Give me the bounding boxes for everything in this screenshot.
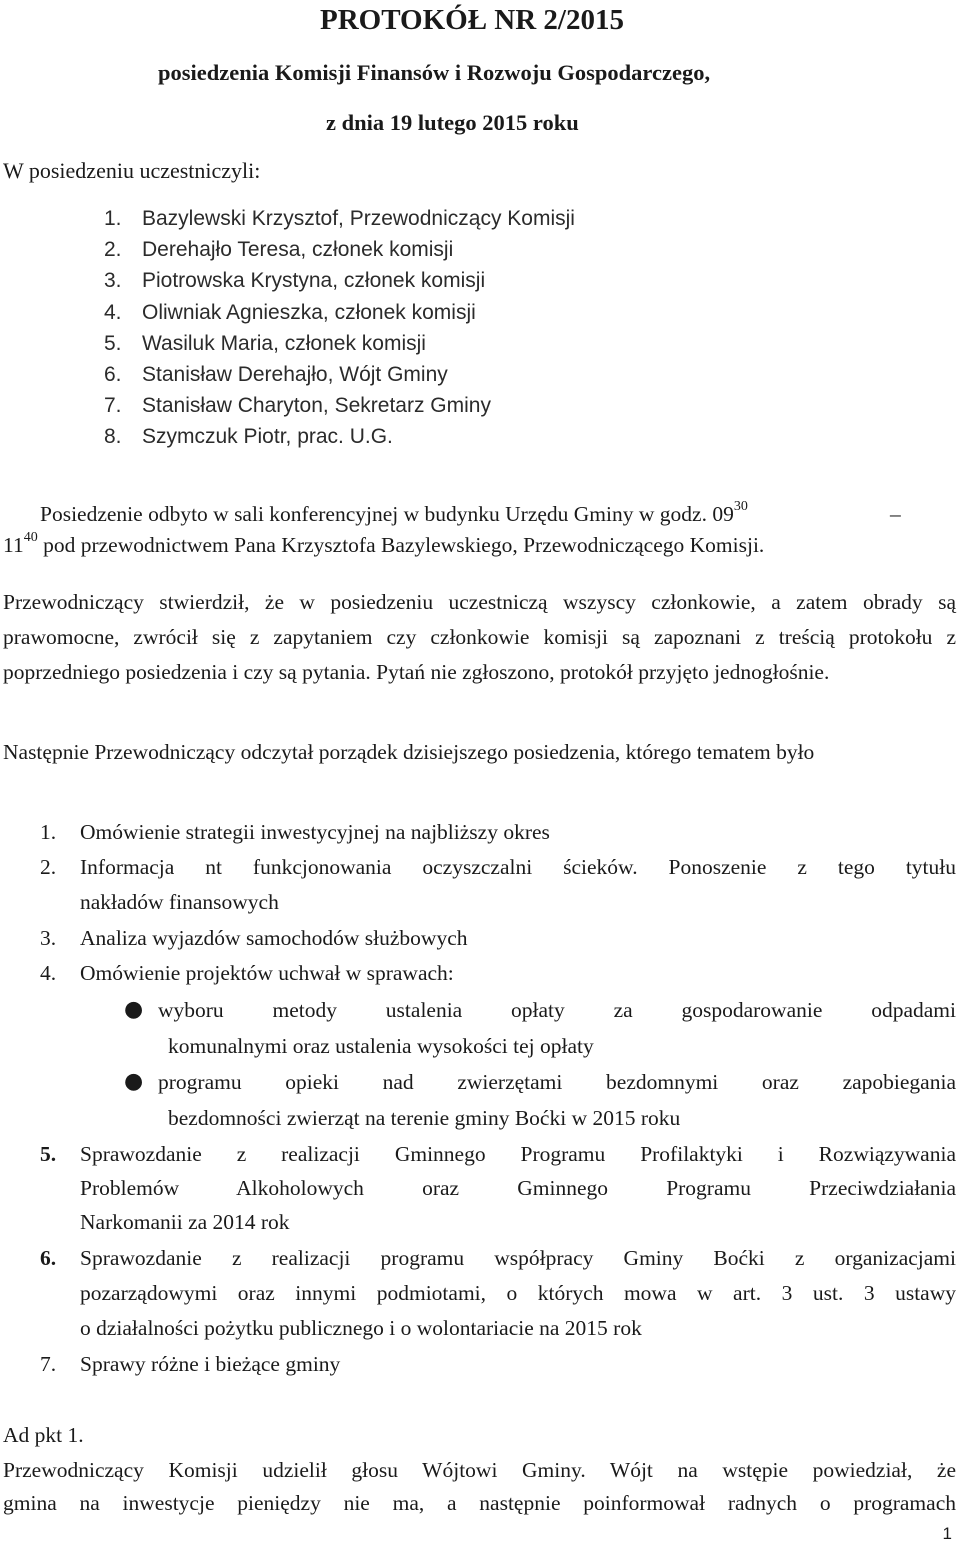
list-item-text: Sprawy różne i bieżące gminy <box>80 1352 341 1376</box>
list-item-text: Oliwniak Agnieszka, członek komisji <box>142 301 476 324</box>
end-minutes: 40 <box>23 530 38 545</box>
list-item-text: Szymczuk Piotr, prac. U.G. <box>142 425 393 448</box>
list-item-number: 5. <box>40 1142 57 1166</box>
list-item-text: Sprawozdanie z realizacji programu współpracy Gminy Boćki z organizacjami <box>80 1246 956 1270</box>
list-item <box>104 207 575 231</box>
list-item-text: Derehajło Teresa, członek komisji <box>142 238 454 261</box>
list-item-text: Omówienie strategii inwestycyjnej na najbliższy okres <box>80 820 550 844</box>
list-item-text: Problemów Alkoholowych oraz Gminnego Programu Przeciwdziałania <box>80 1176 956 1200</box>
end-hour: 11 <box>3 533 24 557</box>
list-item-number: 4. <box>104 301 122 324</box>
list-item-number: 5. <box>104 332 122 355</box>
list-item-number: 2. <box>40 855 57 879</box>
section-heading: Ad pkt 1. <box>3 1423 84 1447</box>
meeting-info-text: pod przewodnictwem Pana Krzysztofa Bazylewskiego, Przewodniczącego Komisji. <box>37 533 765 557</box>
time-dash: – <box>890 502 901 526</box>
list-item-number: 2. <box>104 238 122 261</box>
meeting-info-line-2 <box>3 530 765 558</box>
document-title: PROTOKÓŁ NR 2/2015 <box>320 4 624 36</box>
list-item <box>104 269 485 293</box>
section-text: gmina na inwestycje pieniędzy nie ma, a następnie poinformował radnych o programach <box>3 1491 956 1515</box>
list-item <box>104 301 476 325</box>
list-item-text: Analiza wyjazdów samochodów służbowych <box>80 926 468 950</box>
list-item-text: Bazylewski Krzysztof, Przewodniczący Komisji <box>142 207 575 230</box>
list-item-number: 7. <box>104 394 122 417</box>
bullet-text: programu opieki nad zwierzętami bezdomnymi oraz zapobiegania <box>158 1070 956 1094</box>
list-item-text: Stanisław Derehajło, Wójt Gminy <box>142 363 448 386</box>
list-item <box>104 332 426 356</box>
list-item-text: Sprawozdanie z realizacji Gminnego Programu Profilaktyki i Rozwiązywania <box>80 1142 956 1166</box>
list-item <box>104 394 491 418</box>
list-item-number: 8. <box>104 425 122 448</box>
list-item-text: o działalności pożytku publicznego i o wolontariacie na 2015 rok <box>80 1316 642 1340</box>
list-item-text: Wasiluk Maria, członek komisji <box>142 332 426 355</box>
list-item-number: 1. <box>40 820 57 844</box>
list-item-number: 7. <box>40 1352 57 1376</box>
list-item-number: 4. <box>40 961 57 985</box>
list-item-number: 6. <box>40 1246 57 1270</box>
document-subtitle: posiedzenia Komisji Finansów i Rozwoju Gospodarczego, <box>158 60 711 85</box>
list-item-number: 3. <box>104 269 122 292</box>
list-item <box>104 363 448 387</box>
meeting-info-line-1 <box>40 499 748 527</box>
list-item-text: Omówienie projektów uchwał w sprawach: <box>80 961 454 985</box>
page-number: 1 <box>942 1524 952 1543</box>
bullet-icon: ● <box>124 997 144 1022</box>
meeting-info-text: Posiedzenie odbyto w sali konferencyjnej w budynku Urzędu Gminy w godz. 09 <box>40 502 734 526</box>
bullet-icon: ● <box>124 1069 144 1094</box>
list-item-number: 6. <box>104 363 122 386</box>
bullet-text: komunalnymi oraz ustalenia wysokości tej opłaty <box>168 1034 594 1058</box>
list-item-text: Informacja nt funkcjonowania oczyszczalni ścieków. Ponoszenie z tego tytułu <box>80 855 956 879</box>
section-text: Przewodniczący Komisji udzielił głosu Wójtowi Gminy. Wójt na wstępie powiedział, że <box>3 1458 956 1482</box>
list-item-number: 3. <box>40 926 57 950</box>
document-date: z dnia 19 lutego 2015 roku <box>326 110 579 135</box>
start-minutes: 30 <box>733 499 748 514</box>
list-item-text: Stanisław Charyton, Sekretarz Gminy <box>142 394 491 417</box>
paragraph-agenda-intro: Następnie Przewodniczący odczytał porządek dzisiejszego posiedzenia, którego tematem było <box>3 740 815 764</box>
list-item-text: Narkomanii za 2014 rok <box>80 1210 290 1234</box>
list-item <box>104 425 393 449</box>
list-item-text: pozarządowymi oraz innymi podmiotami, o których mowa w art. 3 ust. 3 ustawy <box>80 1281 956 1305</box>
paragraph-quorum: Przewodniczący stwierdził, że w posiedzeniu uczestniczą wszyscy członkowie, a zatem obrady są prawomocne, zwrócił się z zapytaniem czy członkowie komisji są zapoznani z treścią protokołu z poprzedniego posiedzenia i czy są pytania. Pytań nie zgłoszono, protokół przyjęto jednogłośnie. <box>3 590 956 684</box>
list-item-text: Piotrowska Krystyna, członek komisji <box>142 269 486 292</box>
list-item-number: 1. <box>104 207 122 230</box>
bullet-text: wyboru metody ustalenia opłaty za gospodarowanie odpadami <box>158 998 956 1022</box>
bullet-text: bezdomności zwierząt na terenie gminy Boćki w 2015 roku <box>168 1106 681 1130</box>
participants-label: W posiedzeniu uczestniczyli: <box>3 158 261 183</box>
list-item <box>104 238 453 262</box>
list-item-text: nakładów finansowych <box>80 890 279 914</box>
